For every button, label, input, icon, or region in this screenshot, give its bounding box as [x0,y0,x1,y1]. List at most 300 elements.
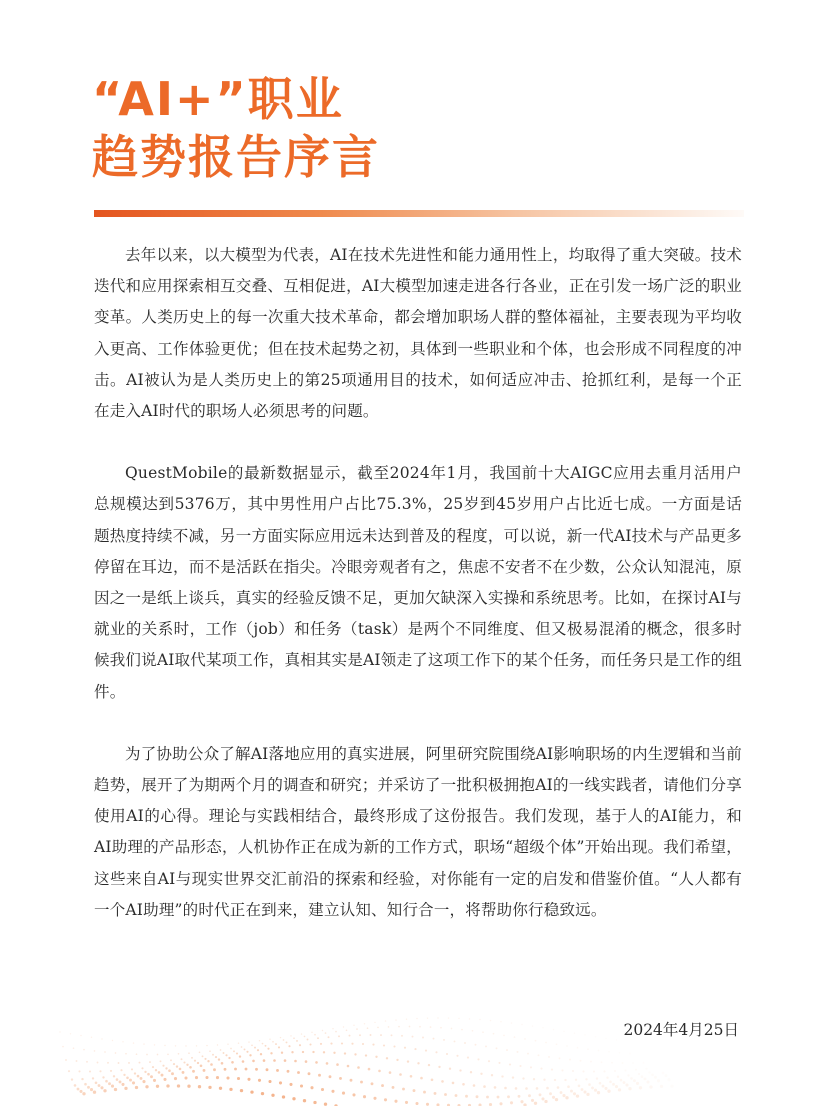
decoration-dot [245,1068,248,1071]
decoration-dot [181,1058,183,1060]
decoration-dot [156,1085,159,1088]
decoration-dot [434,1092,437,1095]
decoration-dot [335,1031,337,1033]
decoration-dot [104,1051,106,1053]
decoration-dot [331,1090,334,1093]
decoration-dot [380,1034,382,1036]
decoration-dot [99,1070,101,1072]
decoration-dot [654,1076,657,1079]
decoration-dot [636,1082,639,1085]
paragraph-1: 去年以来，以大模型为代表，AI在技术先进性和能力通用性上，均取得了重大突破。技术迭代和应用探索相互交叠、互相促进，AI大模型加速走进各行各业，正在引发一场广泛的职业变革。人类历史上的每一次重大技术革命，都会增加职场人群的整体福祉，主要表现为平均收入更高、工作体验更优；但在技术起势之初，具体到一些职业和个体，也会形成不同程度的冲击。AI被认为是人类历史上的第25项通用目的技术，如何适应冲击、抢抓红利，是每一个正在走入AI时代的职场人必须思考的问题。 [94,246,742,421]
decoration-dot [309,1043,311,1045]
decoration-dot [125,1053,127,1055]
decoration-dot [305,1060,308,1063]
decoration-dot [544,1100,547,1103]
decoration-dot [651,1074,654,1077]
decoration-dot [503,1035,505,1037]
decoration-dot [338,1035,340,1037]
decoration-dot [124,1087,127,1090]
decoration-dot [240,1089,243,1092]
decoration-dot [511,1022,512,1023]
decoration-dot [226,1076,229,1079]
decoration-dot [349,1035,351,1037]
decoration-dot [210,1063,213,1066]
decoration-dot [377,1027,379,1029]
decoration-dot [328,1036,330,1038]
decoration-dot [629,1053,631,1055]
decoration-dot [473,1084,476,1087]
decoration-dot [224,1068,227,1071]
decoration-dot [263,1059,266,1062]
decoration-dot [591,1086,594,1089]
decoration-dot [132,1081,135,1084]
decoration-dot [158,1071,161,1074]
decoration-dot [470,1071,472,1073]
decoration-dot [342,1092,345,1095]
decoration-dot [268,1080,271,1083]
decoration-dot [228,1057,230,1059]
decoration-dot [80,1035,81,1036]
decoration-dot [200,1065,203,1068]
decoration-dot [160,1060,162,1062]
decoration-dot [497,1096,500,1099]
decoration-dot [198,1085,201,1088]
decoration-dot [257,1049,259,1051]
decoration-dot [458,1018,459,1019]
decoration-dot [548,1056,550,1058]
decoration-dot [498,1062,500,1064]
decoration-dot [616,1039,617,1040]
decoration-dot [128,1062,130,1064]
page-title [92,70,380,186]
decoration-dot [329,1075,332,1078]
decoration-dot [620,1079,623,1082]
decoration-dot [423,1091,426,1094]
decoration-dot [325,1032,327,1034]
decoration-dot [297,1071,300,1074]
decoration-dot [517,1051,519,1053]
decoration-dot [562,1094,565,1097]
decoration-dot [427,1018,428,1019]
decoration-dot [241,1046,243,1048]
decoration-dot [103,1089,106,1092]
decoration-dot [425,1050,427,1052]
decoration-dot [433,1038,435,1040]
decoration-dot [426,1103,429,1106]
decoration-dot [191,1057,193,1059]
decoration-dot [533,1078,535,1080]
decoration-dot [286,1041,288,1043]
decoration-dot [174,1077,177,1080]
decoration-dot [657,1079,660,1082]
decoration-dot [443,1039,445,1041]
decoration-dot [163,1078,166,1081]
decoration-dot [602,1085,605,1088]
decoration-dot [136,1053,138,1055]
decoration-dot [187,1085,190,1088]
decoration-dot [343,1026,344,1027]
decoration-dot [74,1084,77,1087]
decoration-dot [195,1076,198,1079]
decoration-dot [543,1079,545,1081]
decoration-dot [546,1087,549,1090]
decoration-dot [415,1102,418,1105]
decoration-dot [310,1086,313,1089]
decoration-dot [218,1058,220,1060]
decoration-dot [236,1052,238,1054]
signature-date: 2024年4月25日 [623,1021,739,1039]
decoration-dot [192,1070,195,1073]
title-underline [94,210,744,217]
decoration-dot [212,1054,214,1056]
decoration-dot [248,1041,249,1042]
decoration-dot [581,1088,584,1091]
decoration-dot [353,1025,354,1026]
decoration-dot [393,1045,395,1047]
decoration-dot [587,1048,589,1050]
decoration-dot [406,1019,407,1020]
decoration-dot [350,1079,353,1082]
decoration-dot [321,1088,324,1091]
decoration-dot [441,1080,444,1083]
decoration-dot [506,1049,508,1051]
decoration-dot [171,1072,174,1075]
decoration-dot [330,1043,332,1045]
decoration-dot [580,1060,582,1062]
decoration-dot [154,1044,155,1045]
decoration-dot [129,1079,132,1082]
decoration-dot [314,1034,316,1036]
decoration-dot [229,1088,232,1091]
decoration-dot [292,1097,295,1100]
decoration-dot [528,1094,531,1097]
decoration-dot [107,1062,109,1064]
decoration-dot [519,1065,521,1067]
decoration-dot [582,1070,584,1072]
decoration-dot [570,1090,573,1093]
decoration-dot [574,1033,575,1034]
decoration-dot [612,1083,615,1086]
decoration-dot [632,1062,634,1064]
decoration-dot [648,1071,650,1073]
decoration-dot [170,1059,172,1061]
decoration-dot [78,1070,80,1072]
decoration-dot [141,1067,143,1069]
decoration-dot [440,1027,442,1029]
decoration-dot [118,1062,120,1064]
decoration-dot [354,1053,356,1055]
decoration-dot [532,1025,533,1026]
decoration-dot [287,1070,290,1073]
decoration-dot [204,1058,206,1060]
decoration-dot [299,1044,301,1046]
decoration-dot [566,1045,568,1047]
decoration-dot [260,1053,262,1055]
decoration-dot [113,1075,115,1077]
decoration-dot [549,1092,552,1095]
decoration-dot [527,1053,529,1055]
decoration-dot [313,1101,316,1104]
decoration-dot [100,1086,103,1089]
decoration-dot [120,1069,122,1071]
decoration-dot [215,1056,217,1058]
decoration-dot [111,1085,114,1088]
decoration-dot [207,1060,209,1062]
decoration-dot [217,1044,218,1045]
decoration-dot [476,1095,479,1098]
decoration-dot [333,1052,335,1054]
decoration-dot [95,1082,98,1085]
decoration-dot [459,1069,461,1071]
decoration-dot [446,1053,448,1055]
decoration-dot [482,1031,484,1033]
decoration-dot [347,1065,350,1068]
decoration-dot [384,1098,387,1101]
decoration-dot [254,1047,256,1049]
decoration-dot [108,1082,111,1085]
decoration-dot [182,1071,185,1074]
decoration-dot [233,1050,235,1052]
decoration-dot [573,1092,576,1095]
decoration-dot [565,1096,568,1099]
decoration-dot [435,1051,437,1053]
decoration-dot [93,1091,96,1094]
decoration-dot [584,1034,585,1035]
decoration-dot [606,1077,608,1079]
decoration-dot [255,1068,258,1071]
decoration-dot [456,1055,458,1057]
decoration-dot [559,1057,561,1059]
decoration-dot [65,1059,67,1061]
decoration-dot [615,1085,618,1088]
decoration-dot [598,1050,600,1052]
decoration-dot [518,1095,521,1098]
decoration-dot [619,1052,621,1054]
decoration-dot [396,1059,398,1061]
decoration-dot [464,1042,466,1044]
decoration-dot [317,1037,319,1039]
decoration-dot [624,1069,626,1071]
decoration-dot [510,1101,513,1104]
decoration-dot [388,1026,390,1028]
decoration-dot [294,1060,297,1063]
decoration-dot [189,1066,192,1069]
decoration-dot [553,1029,554,1030]
decoration-dot [588,1083,591,1086]
decoration-dot [115,1052,117,1054]
decoration-dot [134,1072,136,1074]
decoration-dot [467,1057,469,1059]
decoration-dot [398,1026,400,1028]
decoration-dot [119,1080,122,1083]
decoration-dot [247,1078,250,1081]
decoration-dot [480,1073,482,1075]
decoration-dot [557,1086,560,1089]
decoration-dot [611,1062,613,1064]
decoration-dot [622,1062,624,1064]
decoration-dot [394,1100,397,1103]
decoration-dot [112,1040,113,1041]
dot-wave-decoration [0,996,829,1106]
decoration-dot [608,1051,610,1053]
decoration-dot [202,1055,204,1057]
decoration-dot [538,1054,540,1056]
decoration-dot [512,1076,514,1078]
decoration-dot [206,1045,207,1046]
decoration-dot [79,1090,82,1093]
decoration-dot [161,1074,164,1077]
decoration-dot [590,1061,592,1063]
decoration-dot [667,1078,670,1081]
decoration-dot [356,1028,358,1030]
decoration-dot [364,1023,365,1024]
decoration-dot [368,1068,371,1071]
decoration-dot [465,1095,468,1098]
decoration-dot [227,1044,228,1045]
decoration-dot [146,1054,148,1056]
decoration-dot [216,1076,219,1079]
decoration-dot [536,1087,539,1090]
decoration-dot [412,1036,414,1038]
decoration-dot [607,1090,610,1093]
decoration-dot [271,1094,274,1097]
decoration-dot [296,1040,298,1042]
decoration-dot [540,1068,542,1070]
decoration-dot [603,1070,605,1072]
decoration-dot [238,1043,239,1044]
decoration-dot [583,1090,586,1093]
decoration-dot [414,1048,416,1050]
decoration-dot [399,1073,402,1076]
decoration-dot [563,1031,564,1032]
decoration-dot [501,1075,503,1077]
decoration-dot [554,1079,556,1081]
decoration-dot [87,1086,90,1089]
decoration-dot [359,1034,361,1036]
decoration-dot [94,1050,96,1052]
decoration-dot [320,1043,322,1045]
decoration-dot [145,1085,148,1088]
decoration-dot [196,1045,197,1046]
decoration-dot [304,1036,306,1038]
decoration-dot [105,1080,108,1083]
decoration-dot [593,1070,595,1072]
decoration-dot [203,1069,206,1072]
decoration-dot [531,1099,534,1102]
decoration-dot [638,1073,640,1075]
decoration-dot [586,1093,589,1096]
decoration-dot [472,1030,474,1032]
decoration-dot [385,1020,386,1021]
decoration-dot [289,1083,292,1086]
decoration-dot [269,1039,270,1040]
decoration-dot [374,1022,375,1023]
decoration-dot [312,1051,314,1053]
decoration-dot [301,1033,302,1034]
decoration-dot [378,1070,381,1073]
decoration-dot [272,1041,274,1043]
decoration-dot [614,1070,616,1072]
decoration-dot [220,1049,222,1051]
decoration-dot [494,1086,497,1089]
decoration-dot [98,1084,101,1087]
decoration-dot [150,1075,153,1078]
decoration-dot [86,1061,88,1063]
decoration-dot [514,1036,516,1038]
decoration-dot [336,1063,339,1066]
decoration-dot [81,1078,83,1080]
decoration-dot [625,1083,628,1086]
decoration-dot [670,1084,673,1087]
decoration-dot [381,1084,384,1087]
decoration-dot [479,1019,480,1020]
decoration-dot [73,1047,75,1049]
decoration-dot [234,1068,237,1071]
decoration-dot [444,1093,447,1096]
decoration-dot [175,1045,176,1046]
decoration-dot [417,1062,419,1064]
decoration-dot [71,1078,73,1080]
decoration-dot [114,1088,117,1091]
decoration-dot [645,1068,647,1070]
decoration-dot [188,1052,190,1054]
decoration-dot [567,1085,570,1088]
decoration-dot [242,1060,245,1063]
decoration-dot [386,1057,388,1059]
decoration-dot [89,1070,91,1072]
decoration-dot [585,1078,587,1080]
decoration-dot [323,1051,325,1053]
decoration-dot [405,1101,408,1104]
decoration-dot [413,1089,416,1092]
title-line-2: 趋势报告序言 [92,130,380,184]
decoration-dot [252,1060,255,1063]
decoration-dot [646,1080,649,1083]
decoration-dot [126,1077,129,1080]
decoration-dot [596,1077,598,1079]
decoration-dot [278,1046,280,1048]
decoration-dot [451,1028,453,1030]
decoration-dot [360,1081,363,1084]
decoration-dot [597,1091,600,1094]
decoration-dot [176,1065,178,1067]
decoration-dot [122,1041,123,1042]
decoration-dot [475,1044,477,1046]
decoration-dot [534,1102,537,1105]
decoration-dot [90,1088,93,1091]
decoration-dot [604,1087,607,1090]
decoration-dot [556,1043,558,1045]
decoration-dot [223,1052,225,1054]
decoration-dot [635,1069,637,1071]
decoration-dot [208,1086,211,1089]
decoration-dot [155,1069,157,1071]
paragraph-3: 为了协助公众了解AI落地应用的真实进展，阿里研究院围绕AI影响职场的内生逻辑和当前趋势，展开了为期两个月的调查和研究；并采访了一批积极拥抱AI的一线实践者，请他们分享使用AI的心得。理论与实践相结合，最终形成了这份报告。我们发现，基于人的AI能力，和AI助理的产品形态，人机协作正在成为新的工作方式，职场“超级个体”开始出现。我们希望，这些来自AI与现实世界交汇前沿的探索和经验，对你能有一定的启发和借鉴价值。“人人都有一个AI助理”的时代正在到来，建立认知、知行合一，将帮助你行稳致远。 [94,744,742,919]
decoration-dot [92,1077,94,1079]
decoration-dot [315,1061,318,1064]
decoration-dot [288,1045,290,1047]
decoration-dot [231,1061,234,1064]
decoration-dot [251,1044,253,1046]
decoration-dot [140,1077,143,1080]
decoration-dot [165,1067,167,1069]
decoration-dot [280,1037,281,1038]
decoration-dot [346,1029,348,1031]
decoration-dot [186,1064,188,1066]
decoration-dot [97,1062,99,1064]
decoration-dot [221,1062,224,1065]
decoration-dot [499,1102,502,1105]
